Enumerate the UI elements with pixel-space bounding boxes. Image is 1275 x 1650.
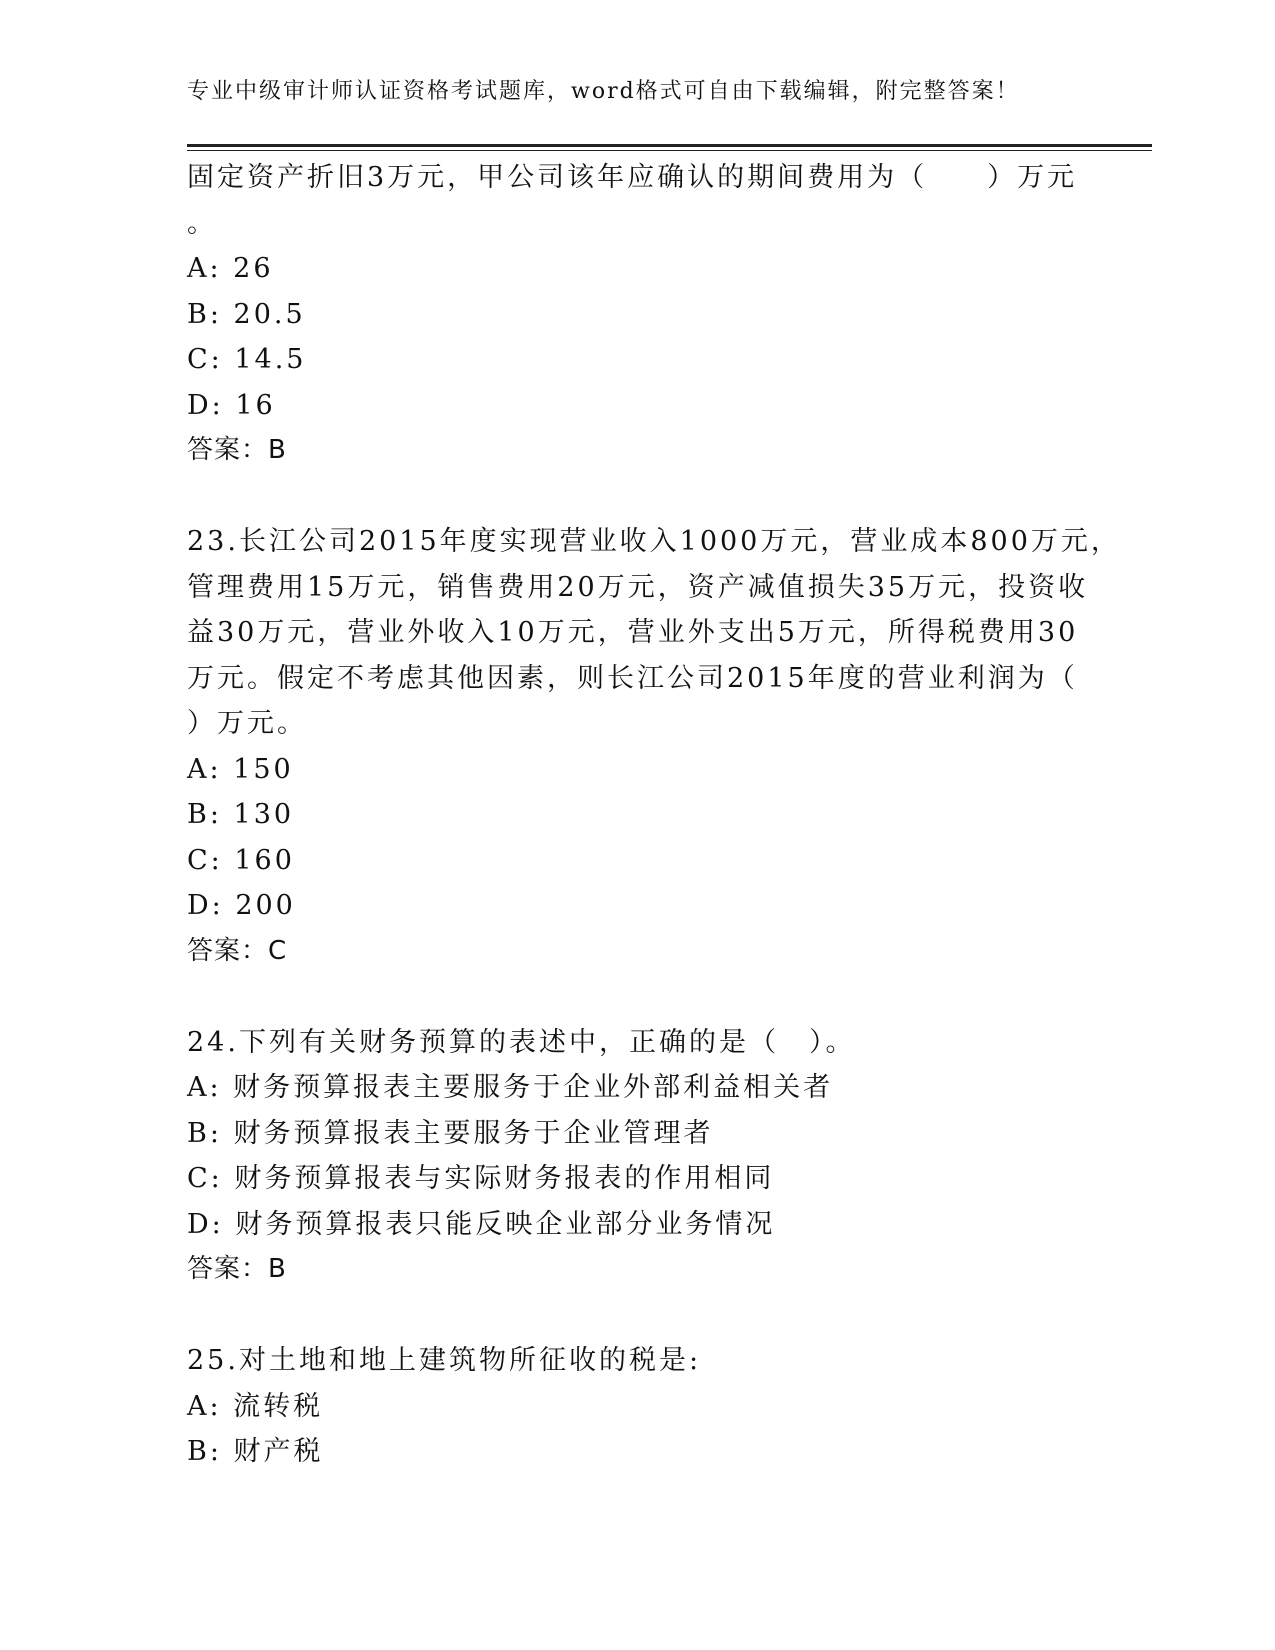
answer: 答案：B xyxy=(187,435,287,465)
option-a: A: 150 xyxy=(187,753,294,785)
question-23 xyxy=(187,519,1147,974)
spacer xyxy=(187,474,1147,520)
question-text-line: 。 xyxy=(187,207,217,239)
question-text-line: 25.对土地和地上建筑物所征收的税是: xyxy=(187,1345,702,1376)
option-a: A: 流转税 xyxy=(187,1390,324,1422)
question-text-line: 益30万元，营业外收入10万元，营业外支出5万元，所得税费用30 xyxy=(187,617,1079,648)
answer: 答案：C xyxy=(187,935,288,966)
option-c: C: 财务预算报表与实际财务报表的作用相同 xyxy=(187,1163,775,1194)
option-d: D: 16 xyxy=(187,389,276,421)
question-text-line: 管理费用15万元，销售费用20万元，资产减值损失35万元，投资收 xyxy=(187,571,1089,603)
header-rule-thick xyxy=(187,144,1152,147)
question-text-line: 固定资产折旧3万元，甲公司该年应确认的期间费用为（ ）万元 xyxy=(187,162,1078,193)
question-22 xyxy=(187,155,1147,474)
option-a: A: 26 xyxy=(187,253,274,284)
header-rule-thin xyxy=(187,150,1152,151)
option-b: B: 财务预算报表主要服务于企业管理者 xyxy=(187,1117,714,1149)
question-text-line: 万元。假定不考虑其他因素，则长江公司2015年度的营业利润为（ xyxy=(187,662,1078,694)
spacer xyxy=(187,1293,1147,1339)
question-text-line: ）万元。 xyxy=(187,708,307,739)
option-a: A: 财务预算报表主要服务于企业外部利益相关者 xyxy=(187,1072,834,1103)
option-b: B: 财产税 xyxy=(187,1436,324,1467)
question-content xyxy=(187,155,1147,1475)
option-b: B: 130 xyxy=(187,799,295,830)
spacer xyxy=(187,974,1147,1020)
option-b: B: 20.5 xyxy=(187,298,306,330)
question-25 xyxy=(187,1338,1147,1475)
question-text-line: 24.下列有关财务预算的表述中，正确的是（ ）。 xyxy=(187,1026,856,1058)
option-d: D: 财务预算报表只能反映企业部分业务情况 xyxy=(187,1208,776,1240)
option-c: C: 14.5 xyxy=(187,344,307,375)
page-header: 专业中级审计师认证资格考试题库，word格式可自由下载编辑，附完整答案！ xyxy=(187,79,1020,104)
question-text-line: 23.长江公司2015年度实现营业收入1000万元，营业成本800万元， xyxy=(187,526,1121,557)
question-24 xyxy=(187,1020,1147,1293)
answer: 答案：B xyxy=(187,1254,287,1284)
option-c: C: 160 xyxy=(187,844,295,876)
option-d: D: 200 xyxy=(187,890,296,921)
